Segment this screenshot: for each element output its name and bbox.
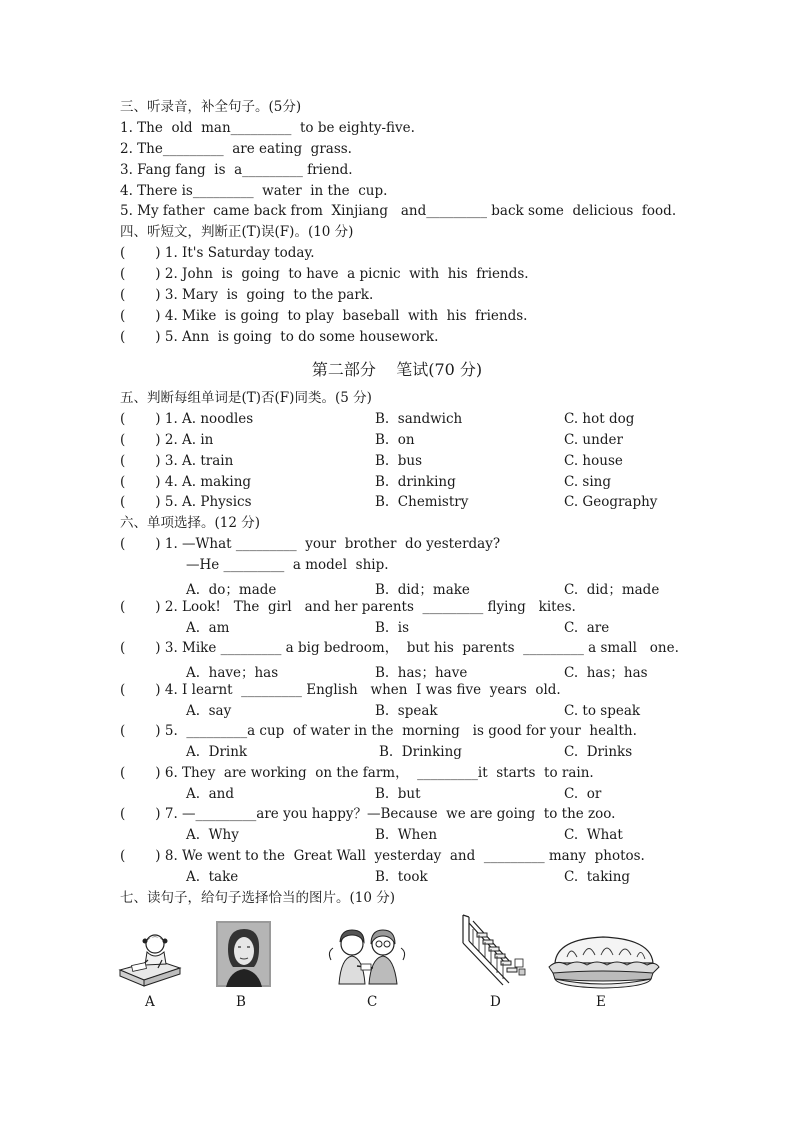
s3-item-3: 3. Fang fang is a_________ friend. bbox=[120, 162, 353, 178]
s6-q7-stem: ( ) 7. —_________are you happy？—Because we are going to the zoo. bbox=[120, 806, 616, 822]
s6-q6-a: A. and bbox=[186, 786, 235, 802]
picture-b-label: B bbox=[236, 994, 246, 1010]
s5-row-4-c: C. sing bbox=[564, 474, 612, 490]
section-7-heading: 七、读句子，给句子选择恰当的图片。(10 分) bbox=[120, 890, 396, 906]
s6-q8-stem: ( ) 8. We went to the Great Wall yesterday and _________ many photos. bbox=[120, 848, 645, 864]
picture-a-girl-writing bbox=[118, 930, 182, 988]
s4-item-4: ( ) 4. Mike is going to play baseball with his friends. bbox=[120, 308, 528, 324]
s6-q1-line2: —He _________ a model ship. bbox=[186, 557, 389, 573]
s6-q7-a: A. Why bbox=[186, 827, 239, 843]
picture-c-two-girls bbox=[327, 926, 407, 986]
s6-q4-a: A. say bbox=[186, 703, 232, 719]
s6-q3-b: B. has；have bbox=[375, 665, 468, 681]
s4-item-2: ( ) 2. John is going to have a picnic with his friends. bbox=[120, 266, 529, 282]
part-2-title: 第二部分 笔试(70 分) bbox=[311, 360, 483, 379]
picture-a-label: A bbox=[145, 994, 155, 1010]
picture-b-portrait bbox=[216, 921, 271, 987]
s6-q5-c: C. Drinks bbox=[564, 744, 633, 760]
s5-row-1-b: B. sandwich bbox=[375, 411, 463, 427]
s5-row-2-stem: ( ) 2. A. in bbox=[120, 432, 214, 448]
s5-row-5-stem: ( ) 5. A. Physics bbox=[120, 494, 252, 510]
s6-q7-c: C. What bbox=[564, 827, 623, 843]
s6-q2-stem: ( ) 2. Look! The girl and her parents _________ flying kites. bbox=[120, 599, 576, 615]
s5-row-5-b: B. Chemistry bbox=[375, 494, 469, 510]
s5-row-5-c: C. Geography bbox=[564, 494, 658, 510]
s3-item-1: 1. The old man_________ to be eighty-five. bbox=[120, 120, 415, 136]
s6-q1-b: B. did；make bbox=[375, 582, 470, 598]
s4-item-5: ( ) 5. Ann is going to do some housework. bbox=[120, 329, 439, 345]
s5-row-1-stem: ( ) 1. A. noodles bbox=[120, 411, 254, 427]
s6-q4-c: C. to speak bbox=[564, 703, 641, 719]
s6-q7-b: B. When bbox=[375, 827, 438, 843]
s6-q6-stem: ( ) 6. They are working on the farm， _________it starts to rain. bbox=[120, 765, 594, 781]
s6-q5-b: B. Drinking bbox=[379, 744, 462, 760]
s6-q1-c: C. did；made bbox=[564, 582, 660, 598]
s3-item-4: 4. There is_________ water in the cup. bbox=[120, 183, 388, 199]
s4-item-1: ( ) 1. It's Saturday today. bbox=[120, 245, 315, 261]
s6-q2-a: A. am bbox=[186, 620, 230, 636]
section-3-heading: 三、听录音，补全句子。(5分) bbox=[120, 99, 302, 115]
section-6-heading: 六、单项选择。(12 分) bbox=[120, 515, 261, 531]
s3-item-5: 5. My father came back from Xinjiang and_________ back some delicious food. bbox=[120, 203, 677, 219]
s6-q3-c: C. has；has bbox=[564, 665, 648, 681]
s6-q8-a: A. take bbox=[186, 869, 239, 885]
s5-row-4-stem: ( ) 4. A. making bbox=[120, 474, 252, 490]
s6-q5-a: A. Drink bbox=[186, 744, 248, 760]
s5-row-2-b: B. on bbox=[375, 432, 415, 448]
s5-row-3-b: B. bus bbox=[375, 453, 423, 469]
s6-q2-c: C. are bbox=[564, 620, 610, 636]
s6-q8-b: B. took bbox=[375, 869, 428, 885]
section-5-heading: 五、判断每组单词是(T)否(F)同类。(5 分) bbox=[120, 390, 372, 406]
s6-q4-b: B. speak bbox=[375, 703, 438, 719]
s5-row-3-stem: ( ) 3. A. train bbox=[120, 453, 234, 469]
s3-item-2: 2. The_________ are eating grass. bbox=[120, 141, 352, 157]
s4-item-3: ( ) 3. Mary is going to the park. bbox=[120, 287, 374, 303]
picture-e-sandwich bbox=[547, 933, 660, 989]
s6-q1-stem: ( ) 1. —What _________ your brother do yesterday? bbox=[120, 536, 501, 552]
s5-row-4-b: B. drinking bbox=[375, 474, 456, 490]
s6-q3-stem: ( ) 3. Mike _________ a big bedroom， but his parents _________ a small one. bbox=[120, 640, 679, 656]
s6-q6-c: C. or bbox=[564, 786, 602, 802]
s6-q8-c: C. taking bbox=[564, 869, 631, 885]
s6-q4-stem: ( ) 4. I learnt _________ English when I was five years old. bbox=[120, 682, 561, 698]
picture-d-stairs bbox=[459, 913, 531, 989]
s6-q3-a: A. have；has bbox=[186, 665, 279, 681]
picture-d-label: D bbox=[490, 994, 501, 1010]
s6-q5-stem: ( ) 5. _________a cup of water in the morning is good for your health. bbox=[120, 723, 637, 739]
picture-e-label: E bbox=[596, 994, 606, 1010]
section-4-heading: 四、听短文，判断正(T)误(F)。(10 分) bbox=[120, 224, 354, 240]
s5-row-3-c: C. house bbox=[564, 453, 623, 469]
s6-q6-b: B. but bbox=[375, 786, 421, 802]
s5-row-2-c: C. under bbox=[564, 432, 623, 448]
s5-row-1-c: C. hot dog bbox=[564, 411, 635, 427]
s6-q2-b: B. is bbox=[375, 620, 410, 636]
picture-c-label: C bbox=[367, 994, 378, 1010]
s6-q1-a: A. do；made bbox=[186, 582, 277, 598]
